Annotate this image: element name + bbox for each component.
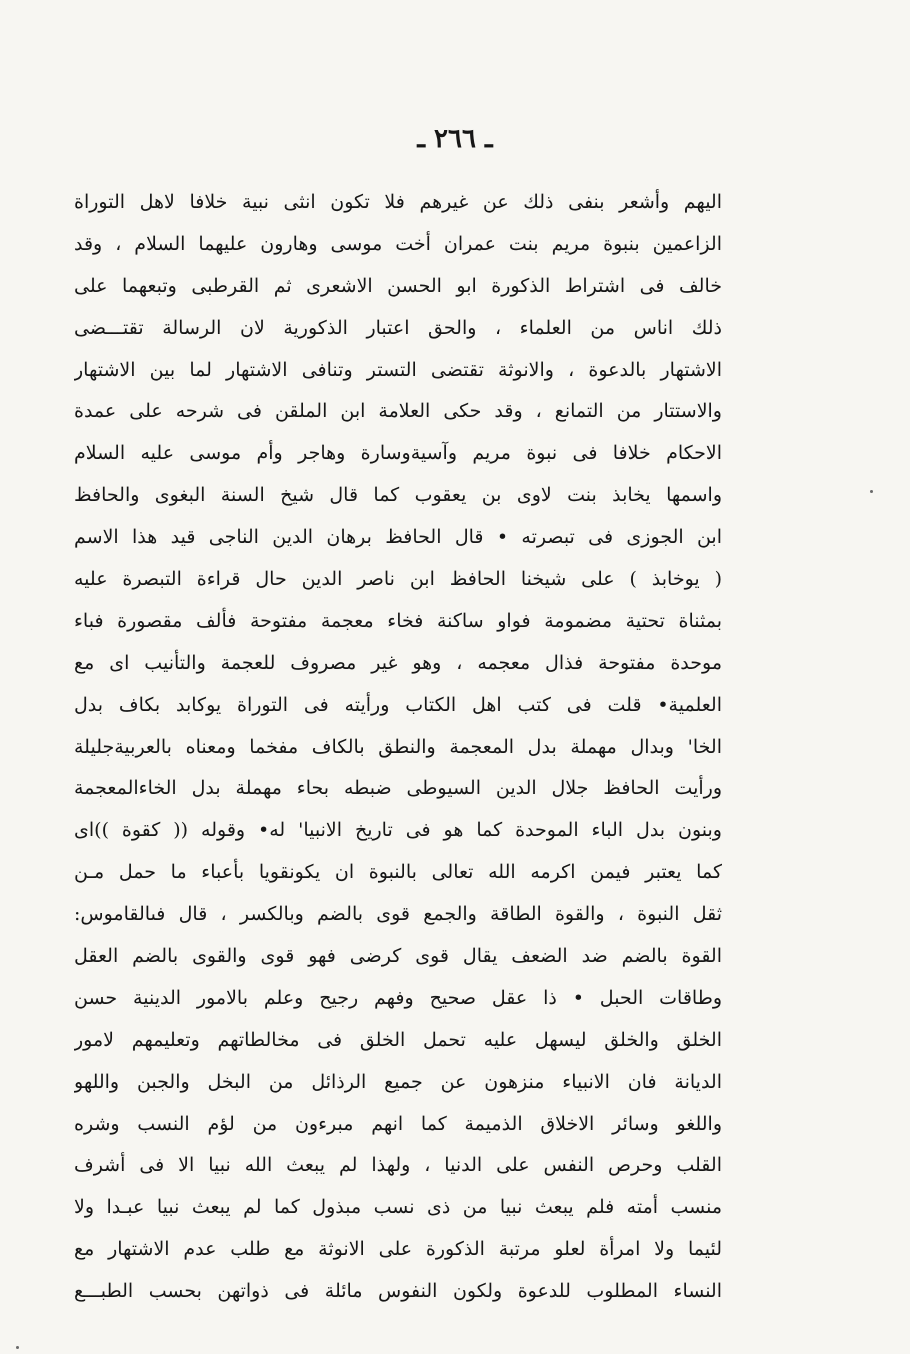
text-line: النساء المطلوب للدعوة ولكون النفوس مائلة فى ذواتهن بحسب الطبـــع [74,1280,722,1303]
text-line: موحدة مفتوحة فذال معجمه ، وهو غير مصروف للعجمة والتأنيب اى مع [74,651,722,674]
scan-speck [16,1346,19,1349]
text-line: ثقل النبوة ، والقوة الطاقة والجمع قوى بالضم وبالكسر ، قال فىالقاموس: [74,903,722,926]
text-line: اليهم وأشعر بنفى ذلك عن غيرهم فلا تكون انثى نبية خلافا لاهل التوراة [74,191,722,213]
text-line: الاحكام خلافا فى نبوة مريم وآسيةوسارة وهاجر وأم موسى عليه السلام [74,442,722,465]
text-line: ( يوخابذ ) على شيخنا الحافظ ابن ناصر الدين حال قراءة التبصرة عليه [74,568,722,591]
text-line: القوة بالضم ضد الضعف يقال قوى كرضى فهو قوى والقوى بالضم العقل [74,945,722,968]
page-number: ـ ٢٦٦ ـ [417,124,493,154]
text-line: ابن الجوزى فى تبصرته • قال الحافظ برهان الدين الناجى قيد هذا الاسم [74,526,722,549]
text-line: القلب وحرص النفس على الدنيا ، ولهذا لم يبعث الله نبيا الا فى أشرف [74,1154,722,1177]
text-line: ذلك اناس من العلماء ، والحق اعتبار الذكورية لان الرسالة تقتـــضى [74,316,722,339]
text-line: واسمها يخابذ بنت لاوى بن يعقوب كما قال شيخ السنة البغوى والحافظ [74,484,722,507]
text-line: الخلق والخلق ليسهل عليه تحمل الخلق فى مخالطاتهم وتعليمهم لامور [74,1028,722,1051]
text-line: الاشتهار بالدعوة ، والانوثة تقتضى التستر وتنافى الاشتهار لما بين الاشتهار [74,358,722,381]
text-line: والاستتار من التمانع ، وقد حكى العلامة ابن الملقن فى شرحه على عمدة [74,400,722,423]
text-line: بمثناة تحتية مضمومة فواو ساكنة فخاء معجمة مفتوحة فألف مقصورة فباء [74,609,722,632]
text-line: الخا' وبدال مهملة بدل المعجمة والنطق بالكاف مفخما ومعناه بالعربيةجليلة [74,735,722,758]
text-line: الزاعمين بنبوة مريم بنت عمران أخت موسى وهارون عليهما السلام ، وقد [74,232,722,255]
scan-speck [870,490,873,493]
text-line: خالف فى اشتراط الذكورة ابو الحسن الاشعرى ثم القرطبى وتبعهما على [74,274,722,297]
text-line: العلمية• قلت فى كتب اهل الكتاب ورأيته فى التوراة يوكابد بكاف بدل [74,693,722,716]
text-line: لئيما ولا امرأة لعلو مرتبة الذكورة على الانوثة مع طلب عدم الاشتهار مع [74,1238,722,1261]
text-line: وبنون بدل الباء الموحدة كما هو فى تاريخ الانبيا' له• وقوله (( كقوة ))اى [74,819,722,842]
text-line: واللغو وسائر الاخلاق الذميمة كما انهم مبرءون من لؤم النسب وشره [74,1112,722,1135]
text-line: كما يعتبر فيمن اكرمه الله تعالى بالنبوة ان يكونقويا بأعباء ما حمل مـن [74,861,722,884]
text-line: ورأيت الحافظ جلال الدين السيوطى ضبطه بحاء مهملة بدل الخاءالمعجمة [74,777,722,800]
text-line: الديانة فان الانبياء منزهون عن جميع الرذائل من البخل والجبن واللهو [74,1070,722,1093]
body-text [74,182,722,1313]
text-line: وطاقات الحبل • ذا عقل صحيح وفهم رجيح وعلم بالامور الدينية حسن [74,986,722,1009]
text-line: منسب أمته فلم يبعث نبيا من ذى نسب مبذول كما لم يبعث نبيا عبـدا ولا [74,1196,722,1219]
